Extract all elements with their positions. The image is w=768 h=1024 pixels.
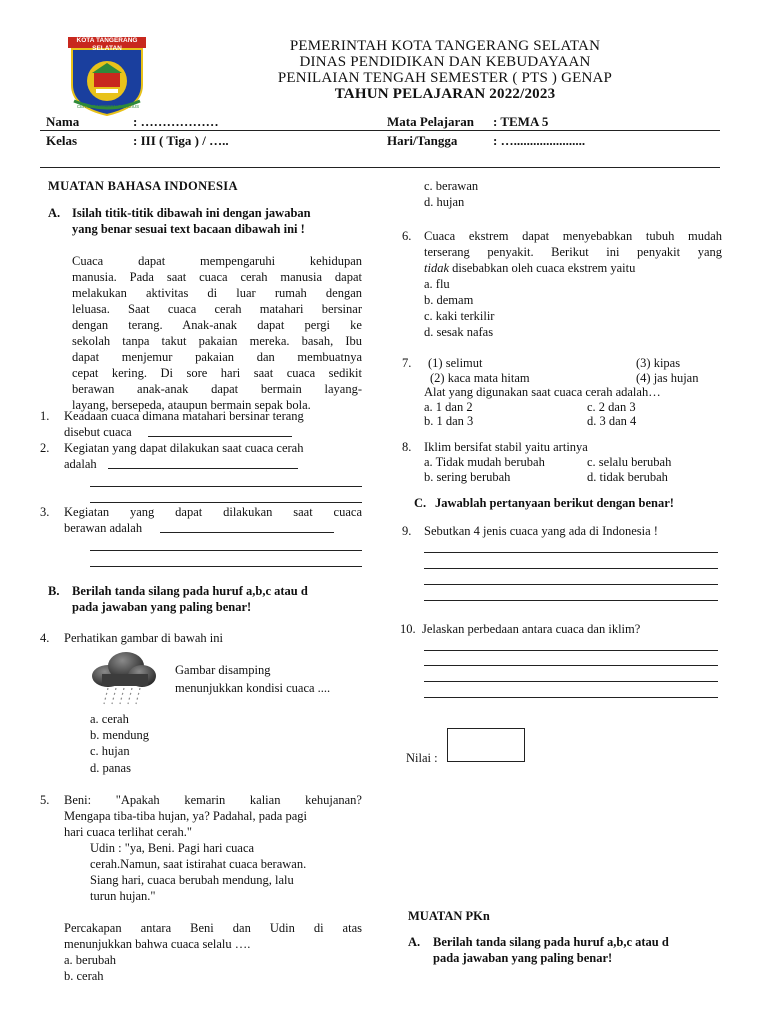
passage-line: layang, bersepeda, ataupun bermain sepak bola. [72,398,311,412]
passage-line: cepat kering. Di sore hari saat cuaca sedikit [72,366,362,380]
reading-passage [72,253,362,413]
q3-line1: Kegiatan yang dapat dilakukan saat cuaca [64,505,362,519]
pkn-section-a-letter: A. [408,935,421,949]
passage-line: berawan anak-anak dapat bermain layang- [72,382,362,396]
hari-label: Hari/Tangga [387,133,458,148]
q5-question-1: Percakapan antara Beni dan Udin di atas [64,921,362,935]
q6-option-a[interactable]: a. flu [424,277,450,291]
passage-line: leluasa. Saat cuaca cerah matahari bersinar [72,302,362,316]
q9-number: 9. [402,524,412,538]
q6-option-c[interactable]: c. kaki terkilir [424,309,495,323]
q3-number: 3. [40,505,50,519]
q4-caption-2: menunjukkan kondisi cuaca .... [175,681,331,695]
q10-text: Jelaskan perbedaan antara cuaca dan iklim? [422,622,641,636]
q2-number: 2. [40,441,50,455]
pkn-section-a-line2: pada jawaban yang paling benar! [433,951,613,965]
q9-answer-line-2[interactable] [424,568,718,569]
q1-answer-line[interactable] [148,436,292,437]
q8-text: Iklim bersifat stabil yaitu artinya [424,440,588,454]
q6-number: 6. [402,229,412,243]
passage-line: sekolah tanpa takut pakaian mereka. basah, Ibu [72,334,362,348]
header-rule-1 [40,130,720,131]
q2-line2: adalah [64,457,97,471]
nilai-label: Nilai : [406,751,438,765]
q1-line1: Keadaan cuaca dimana matahari bersinar terang [64,409,304,423]
q7-item-1: (1) selimut [428,356,483,370]
q5-udin-line3: Siang hari, cuaca berubah mendung, lalu [90,873,294,887]
muatan-pkn: MUATAN PKn [408,909,490,923]
mapel-value: : TEMA 5 [493,114,549,129]
q5-line2: Mengapa tiba-tiba hujan, ya? Padahal, pada pagi [64,809,307,823]
q4-option-a[interactable]: a. cerah [90,712,129,726]
q5-udin-line4: turun hujan." [90,889,156,903]
q1-line2: disebut cuaca [64,425,132,439]
passage-line: melakukan aktivitas di luar rumah dengan [72,286,362,300]
q4-option-c[interactable]: c. hujan [90,744,130,758]
header-line4: TAHUN PELAJARAN 2022/2023 [334,86,556,102]
q5-option-a[interactable]: a. berubah [64,953,117,967]
header-line1: PEMERINTAH KOTA TANGERANG SELATAN [289,38,601,54]
q5-option-b[interactable]: b. cerah [64,969,104,983]
passage-line: Cuaca dapat mempengaruhi kehidupan [72,254,362,268]
rain-cloud-icon [88,650,160,706]
q10-answer-line-2[interactable] [424,665,718,666]
q4-text: Perhatikan gambar di bawah ini [64,631,223,645]
q5-udin-line1: Udin : "ya, Beni. Pagi hari cuaca [90,841,255,855]
kelas-label: Kelas [46,133,78,148]
pkn-section-a-line1: Berilah tanda silang pada huruf a,b,c atau d [433,935,669,949]
passage-line: manusia. Pada saat cuaca cerah manusia dapat [72,270,362,284]
q8-number: 8. [402,440,412,454]
q9-answer-line-3[interactable] [424,584,718,585]
header-line3: PENILAIAN TENGAH SEMESTER ( PTS ) GENAP [277,70,613,86]
q4-option-d[interactable]: d. panas [90,761,131,775]
q6-italic-word: tidak [424,261,449,275]
q5-number: 5. [40,793,50,807]
q6-line1: Cuaca ekstrem dapat menyebabkan tubuh mudah [424,229,722,243]
q6-line3-rest: disebabkan oleh cuaca ekstrem yaitu [449,261,636,275]
q2-answer-line-2[interactable] [90,486,362,487]
q4-option-b[interactable]: b. mendung [90,728,150,742]
q5-option-c[interactable]: c. berawan [424,179,479,193]
q7-item-2: (2) kaca mata hitam [430,371,530,385]
q7-text: Alat yang digunakan saat cuaca cerah adalah… [424,385,661,399]
nilai-box[interactable] [447,728,525,762]
nama-label: Nama [46,114,80,129]
q4-number: 4. [40,631,50,645]
section-c-text: Jawablah pertanyaan berikut dengan benar! [435,496,674,510]
q8-option-b[interactable]: b. sering berubah [424,470,511,484]
q8-option-a[interactable]: a. Tidak mudah berubah [424,455,545,469]
passage-line: dengan terang. Anak-anak dapat pergi ke [72,318,362,332]
nama-value[interactable]: : ……………… [133,114,219,129]
q3-answer-line-2[interactable] [90,550,362,551]
q2-answer-line-1[interactable] [108,468,298,469]
q7-item-4: (4) jas hujan [636,371,699,385]
q1-number: 1. [40,409,50,423]
q6-option-d[interactable]: d. sesak nafas [424,325,494,339]
q7-number: 7. [402,356,412,370]
header-rule-2 [40,167,720,168]
section-a-letter: A. [48,206,61,220]
q10-answer-line-4[interactable] [424,697,718,698]
mapel-label: Mata Pelajaran [387,114,475,129]
q4-caption-1: Gambar disamping [175,663,271,677]
muatan-bahasa-indonesia: MUATAN BAHASA INDONESIA [48,179,238,193]
q7-option-d[interactable]: d. 3 dan 4 [587,414,637,428]
q9-text: Sebutkan 4 jenis cuaca yang ada di Indonesia ! [424,524,658,538]
section-b-line1: Berilah tanda silang pada huruf a,b,c atau d [72,584,308,598]
logo-top-text: KOTA TANGERANG SELATAN [76,37,138,52]
q5-udin-line2: cerah.Namun, saat istirahat cuaca berawan. [90,857,307,871]
q7-option-c[interactable]: c. 2 dan 3 [587,400,636,414]
section-b-line2: pada jawaban yang paling benar! [72,600,252,614]
hari-value[interactable]: : …...................... [493,133,586,148]
q3-line2: berawan adalah [64,521,143,535]
section-b-letter: B. [48,584,60,598]
section-c-letter: C. [414,496,427,510]
q5-line3: hari cuaca terlihat cerah." [64,825,192,839]
q7-option-b[interactable]: b. 1 dan 3 [424,414,474,428]
q6-option-b[interactable]: b. demam [424,293,474,307]
q9-answer-line-1[interactable] [424,552,718,553]
q5-option-d[interactable]: d. hujan [424,195,465,209]
q10-number: 10. [400,622,416,636]
q7-option-a[interactable]: a. 1 dan 2 [424,400,473,414]
q3-answer-line-3[interactable] [90,566,362,567]
header-line2: DINAS PENDIDIKAN DAN KEBUDAYAAN [299,54,591,70]
q8-option-c[interactable]: c. selalu berubah [587,455,672,469]
q6-line3 [424,260,635,276]
q9-answer-line-4[interactable] [424,600,718,601]
q7-item-3: (3) kipas [636,356,681,370]
q5-question-2: menunjukkan bahwa cuaca selalu …. [64,937,251,951]
logo-bottom-text: CERDAS MODERN RELIGIUS [76,104,140,109]
q10-answer-line-1[interactable] [424,650,718,651]
q6-line2: terserang penyakit. Berikut ini penyakit yang [424,245,722,259]
q5-line1: Beni: "Apakah kemarin kalian kehujanan? [64,793,362,807]
section-a-line1: Isilah titik-titik dibawah ini dengan jawaban [72,206,311,220]
kelas-value[interactable]: : III ( Tiga ) / ….. [133,133,229,148]
section-a-line2: yang benar sesuai text bacaan dibawah ini ! [72,222,305,236]
passage-line: dapat menjemur pakaian dan membuatnya [72,350,362,364]
q2-line1: Kegiatan yang dapat dilakukan saat cuaca cerah [64,441,304,455]
q10-answer-line-3[interactable] [424,681,718,682]
q2-answer-line-3[interactable] [90,502,362,503]
q3-answer-line-1[interactable] [160,532,334,533]
q8-option-d[interactable]: d. tidak berubah [587,470,668,484]
